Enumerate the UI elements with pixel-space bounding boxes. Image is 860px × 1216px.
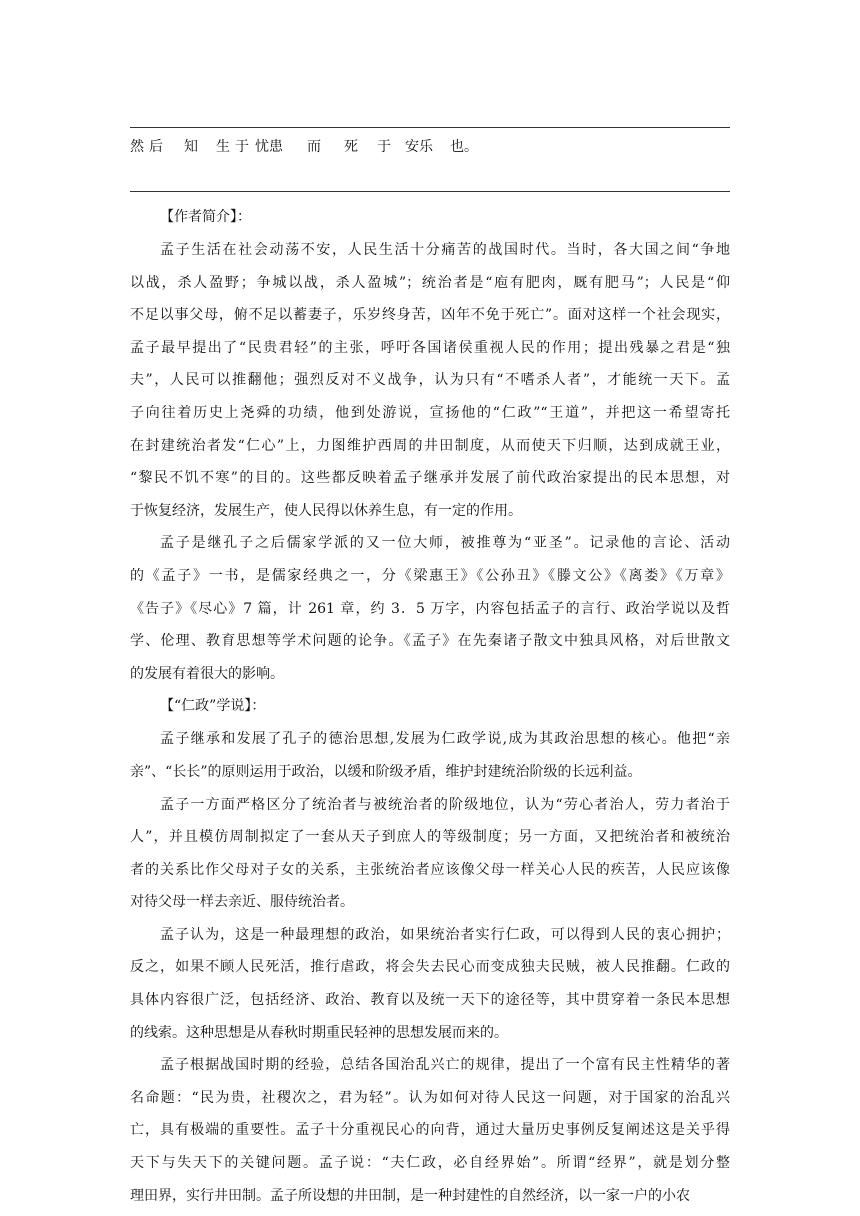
paragraph-line: 的线索。这种思想是从春秋时期重民轻神的思想发展而来的。: [130, 1024, 508, 1041]
top-line-word: 也。: [450, 139, 478, 155]
top-line-word: 知: [184, 139, 198, 155]
paragraph-line: 理田界，实行井田制。孟子所设想的井田制，是一种封建性的自然经济，以一家一户的小农: [130, 1187, 690, 1204]
paragraph-line: 的发展有着很大的影响。: [130, 665, 284, 682]
top-line-word: 后: [149, 139, 163, 155]
paragraph-line: 《告子》《尽心》7 篇，计 261 章，约 3．5 万字，内容包括孟子的言行、政治学说以及哲: [130, 600, 730, 617]
paragraph-line: 亲”、“长长”的原则运用于政治，以缓和阶级矛盾，维护封建统治阶级的长远利益。: [130, 763, 642, 780]
paragraph-line: 夫”，人民可以推翻他；强烈反对不义战争，认为只有“不嗜杀人者”，才能统一天下。孟: [130, 372, 730, 389]
paragraph-line: 以战，杀人盈野；争城以战，杀人盈城”；统治者是“庖有肥肉，厩有肥马”；人民是“仰: [130, 274, 730, 291]
top-line-word: 然: [130, 139, 144, 155]
paragraph-line: 不足以事父母，俯不足以蓄妻子，乐岁终身苦，凶年不免于死亡”。面对这样一个社会现实，: [130, 307, 730, 324]
top-line-word: 于: [377, 139, 391, 155]
paragraph-line: 学、伦理、教育思想等学术问题的论争。《孟子》在先秦诸子散文中独具风格，对后世散文: [130, 633, 730, 650]
paragraph-line: 孟子根据战国时期的经验，总结各国治乱兴亡的规律，提出了一个富有民主性精华的著: [160, 1057, 730, 1074]
paragraph-line: 孟子生活在社会动荡不安，人民生活十分痛苦的战国时代。当时，各大国之间“争地: [160, 242, 730, 258]
paragraph-line: 具体内容很广泛，包括经济、政治、教育以及统一天下的途径等，其中贯穿着一条民本思想: [130, 992, 730, 1009]
document-body: [130, 201, 730, 1212]
paragraph-line: 名命题：“民为贵，社稷次之，君为轻”。认为如何对待人民这一问题，对于国家的治乱兴: [130, 1089, 730, 1106]
paragraph-line: 孟子继承和发展了孔子的德治思想,发展为仁政学说,成为其政治思想的核心。他把“亲: [160, 731, 730, 748]
paragraph-line: 反之，如果不顾人民死活，推行虐政，将会失去民心而变成独夫民贼，被人民推翻。仁政的: [130, 959, 730, 976]
paragraph-line: 人”，并且模仿周制拟定了一套从天子到庶人的等级制度；另一方面，又把统治者和被统治: [130, 829, 730, 846]
paragraph-line: 孟子一方面严格区分了统治者与被统治者的阶级地位，认为“劳心者治人，劳力者治于: [160, 796, 730, 813]
section-heading: 【作者简介】：: [160, 209, 251, 225]
paragraph-line: “黎民不饥不寒”的目的。这些都反映着孟子继承并发展了前代政治家提出的民本思想，对: [130, 470, 730, 487]
paragraph-line: 子向往着历史上尧舜的功绩，他到处游说，宣扬他的“仁政”“王道”，并把这一希望寄托: [130, 404, 730, 421]
paragraph-line: 于恢复经济，发展生产，使人民得以休养生息，有一定的作用。: [130, 502, 522, 519]
top-line-word: 生: [216, 139, 230, 155]
paragraph-line: 孟子认为，这是一种最理想的政治，如果统治者实行仁政，可以得到人民的衷心拥护；: [160, 926, 730, 943]
top-rule: [130, 127, 730, 128]
top-line-word: 死: [344, 139, 358, 155]
paragraph-line: 的《孟子》一书，是儒家经典之一，分《梁惠王》《公孙丑》《滕文公》《离娄》《万章》: [130, 567, 730, 584]
top-line-word: 忧患: [255, 139, 283, 155]
paragraph-line: 孟子是继孔子之后儒家学派的又一位大师，被推尊为“亚圣”。记录他的言论、活动: [160, 535, 730, 552]
paragraph-line: 在封建统治者发“仁心”上，力图维护西周的井田制度，从而使天下归顺，达到成就王业，: [130, 437, 730, 454]
top-line-word: 于: [235, 139, 249, 155]
top-line-word: 而: [307, 139, 321, 155]
bottom-rule: [130, 191, 730, 192]
top-line-word: 安乐: [405, 139, 433, 155]
section-heading: 【“仁政”学说】：: [160, 698, 266, 715]
paragraph-line: 孟子最早提出了“民贵君轻”的主张，呼吁各国诸侯重视人民的作用；提出残暴之君是“独: [130, 339, 730, 356]
paragraph-line: 天下与失天下的关键问题。孟子说：“夫仁政，必自经界始”。所谓“经界”，就是划分整: [130, 1155, 730, 1172]
paragraph-line: 对待父母一样去亲近、服侍统治者。: [130, 894, 354, 911]
poem-closing-line: [130, 134, 730, 160]
paragraph-line: 亡，具有极端的重要性。孟子十分重视民心的向背，通过大量历史事例反复阐述这是关乎得: [130, 1122, 730, 1139]
paragraph-line: 者的关系比作父母对子女的关系，主张统治者应该像父母一样关心人民的疾苦，人民应该像: [130, 861, 730, 878]
